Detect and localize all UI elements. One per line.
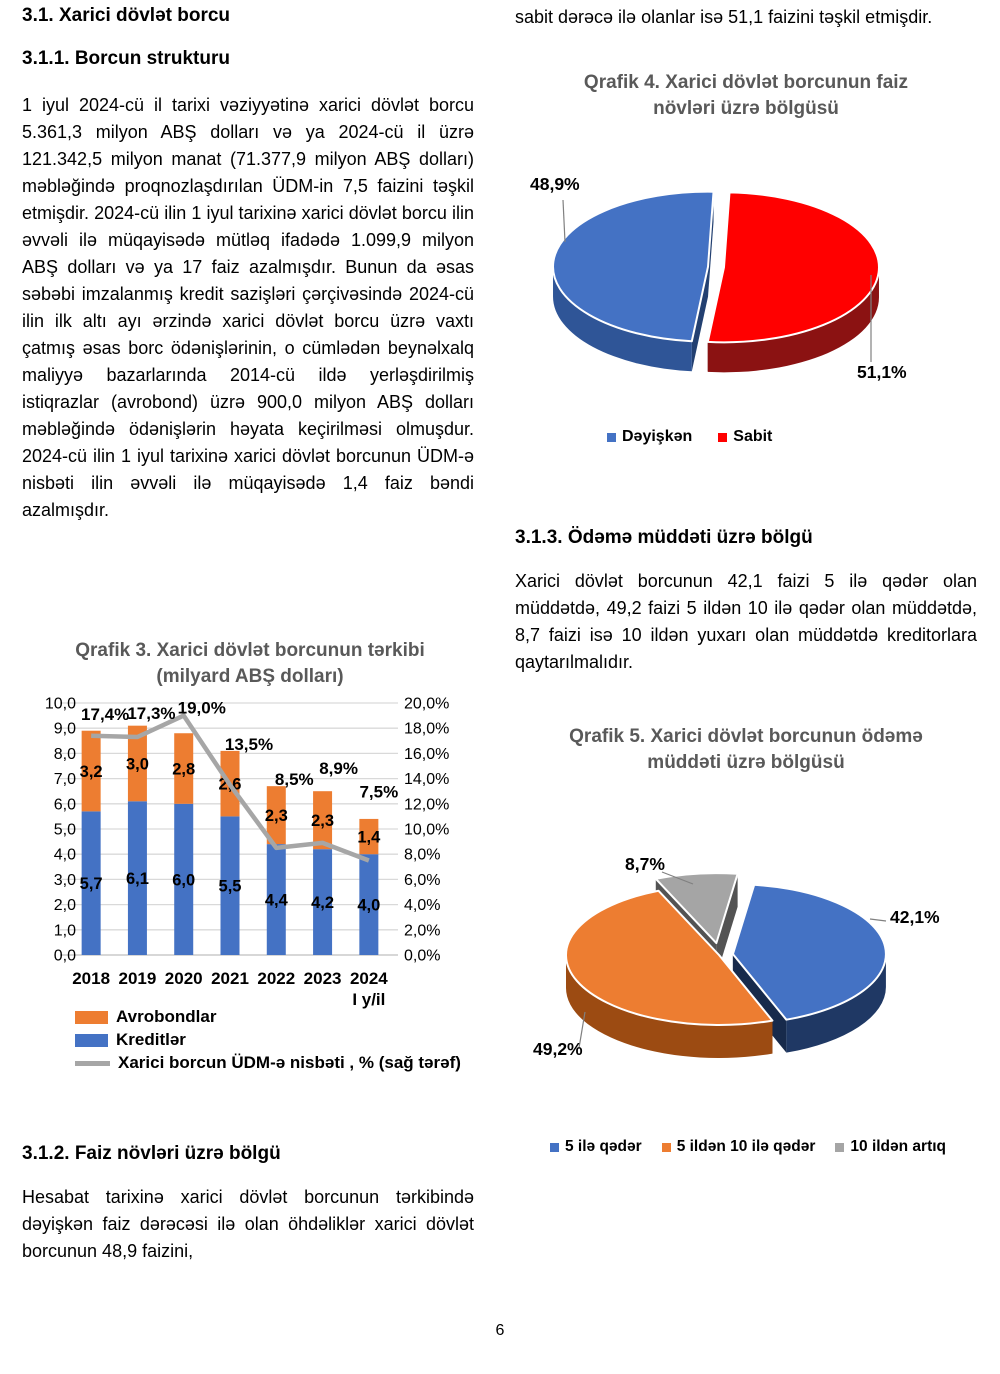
- para-interest-types: Hesabat tarixinə xarici dövlət borcunun tərkibində dəyişkən faiz dərəcəsi ilə olan öhdəliklər xarici dövlət borcunun 48,9 faizini,: [22, 1187, 474, 1261]
- svg-text:42,1%: 42,1%: [890, 907, 940, 927]
- heading-3-1: 3.1. Xarici dövlət borcu: [22, 5, 231, 26]
- svg-text:0,0: 0,0: [53, 947, 76, 965]
- svg-text:2019: 2019: [118, 969, 157, 989]
- svg-text:17,4%: 17,4%: [81, 705, 130, 725]
- qrafik4-title: Qrafik 4. Xarici dövlət borcunun faiz növləri üzrə bölgüsü: [583, 72, 909, 119]
- qrafik5-plot: [515, 800, 985, 1110]
- svg-text:2,3: 2,3: [264, 807, 288, 826]
- chart-qrafik3: [30, 638, 470, 1088]
- legend-swatch-icon: [75, 1011, 108, 1024]
- legend-swatch-icon: [607, 433, 616, 442]
- svg-text:1,4: 1,4: [357, 828, 381, 847]
- svg-text:6,0: 6,0: [172, 871, 196, 890]
- svg-text:8,9%: 8,9%: [319, 759, 358, 779]
- legend-item: [75, 1031, 461, 1049]
- legend-label: 5 ildən 10 ilə qədər: [676, 1138, 816, 1155]
- legend-swatch-icon: [718, 433, 727, 442]
- svg-text:16,0%: 16,0%: [404, 746, 450, 764]
- svg-text:3,0: 3,0: [53, 872, 76, 890]
- legend-label: Dəyişkən: [622, 428, 693, 445]
- legend-swatch-icon: [550, 1143, 559, 1152]
- para-maturity: Xarici dövlət borcunun 42,1 faizi 5 ilə qədər olan müddətdə, 49,2 faizi 5 ildən 10 ilə qədər olan müddətdə, 8,7 faizi isə 10 ildən yuxarı olan müddətdə kreditorlara qaytarılmalıdır.: [515, 571, 977, 672]
- svg-text:18,0%: 18,0%: [404, 720, 450, 738]
- svg-text:1,0: 1,0: [53, 922, 76, 940]
- svg-text:4,0: 4,0: [357, 896, 381, 915]
- svg-text:10,0%: 10,0%: [404, 821, 450, 839]
- svg-text:51,1%: 51,1%: [857, 362, 907, 382]
- svg-text:2023: 2023: [303, 969, 342, 989]
- heading-3-1-3: 3.1.3. Ödəmə müddəti üzrə bölgü: [515, 527, 813, 548]
- svg-text:2024: 2024: [349, 969, 388, 989]
- legend-label: 5 ilə qədər: [565, 1138, 642, 1155]
- legend-label: Sabit: [733, 428, 773, 445]
- svg-text:6,0%: 6,0%: [404, 872, 441, 890]
- svg-text:4,0%: 4,0%: [404, 897, 441, 915]
- svg-text:2018: 2018: [72, 969, 111, 989]
- legend-item: [662, 1138, 816, 1156]
- qrafik3-plot: [30, 695, 470, 1013]
- legend-label: Xarici borcun ÜDM-ə nisbəti , % (sağ tərəf): [118, 1053, 461, 1072]
- legend-item: [718, 428, 772, 446]
- svg-text:7,5%: 7,5%: [359, 782, 399, 802]
- svg-text:5,7: 5,7: [79, 875, 103, 894]
- svg-text:8,7%: 8,7%: [625, 854, 665, 874]
- svg-text:8,0: 8,0: [53, 746, 76, 764]
- svg-text:20,0%: 20,0%: [404, 695, 450, 713]
- svg-text:4,0: 4,0: [53, 846, 76, 864]
- svg-text:8,5%: 8,5%: [274, 770, 314, 790]
- svg-text:12,0%: 12,0%: [404, 796, 450, 814]
- legend-item: [75, 1054, 461, 1072]
- heading-3-1-1: 3.1.1. Borcun strukturu: [22, 48, 230, 69]
- svg-text:4,4: 4,4: [264, 891, 288, 910]
- svg-text:10,0: 10,0: [44, 695, 76, 713]
- svg-text:9,0: 9,0: [53, 720, 76, 738]
- legend-swatch-icon: [75, 1034, 108, 1047]
- svg-text:8,0%: 8,0%: [404, 846, 441, 864]
- para-debt-structure: 1 iyul 2024-cü il tarixi vəziyyətinə xarici dövlət borcu 5.361,3 milyon ABŞ dolları və ya 2024-cü il üzrə 121.342,5 milyon manat (71.377,9 milyon ABŞ dolları) məbləğində proqnozlaşdırılan ÜDM-in 7,5 faizini təşkil etmişdir. 2024-cü ilin 1 iyul tarixinə xarici dövlət borcu ilin əvvəli ilə müqayisədə mütləq ifadədə 1.099,9 milyon ABŞ dolları və ya 17 faiz azalmışdır. Bunun da əsas səbəbi imzalanmış kredit sazişləri çərçivəsində 2024-cü ilin ilk altı ayı ərzində xarici dövlət borcu üzrə vaxtı çatmış əsas borc ödənişlərinin, o cümlədən beynəlxalq maliyyə bazarlarında 2014-cü ildə yerləşdirilmiş istiqrazlar (avrobond) üzrə 900,0 milyon ABŞ dolları məbləğində ödənişlərin həyata keçirilməsi olmuşdur. 2024-cü ilin 1 iyul tarixinə xarici dövlət borcunun ÜDM-ə nisbəti ilin əvvəli ilə müqayisədə 1,4 faiz bəndi azalmışdır.: [22, 95, 474, 520]
- page-number: 6: [495, 1322, 505, 1339]
- svg-text:48,9%: 48,9%: [530, 174, 580, 194]
- legend-swatch-icon: [835, 1143, 844, 1152]
- svg-text:5,0: 5,0: [53, 821, 76, 839]
- svg-text:I y/il: I y/il: [352, 990, 386, 1010]
- svg-text:2,6: 2,6: [218, 775, 242, 794]
- svg-text:3,2: 3,2: [79, 763, 103, 782]
- svg-text:2022: 2022: [257, 969, 296, 989]
- svg-text:3,0: 3,0: [125, 755, 149, 774]
- svg-text:6,1: 6,1: [125, 870, 149, 889]
- svg-text:17,3%: 17,3%: [127, 704, 176, 724]
- qrafik5-legend: [550, 1138, 946, 1156]
- legend-item: [607, 428, 692, 446]
- legend-item: [550, 1138, 642, 1156]
- svg-text:14,0%: 14,0%: [404, 771, 450, 789]
- svg-text:4,2: 4,2: [311, 894, 335, 913]
- svg-text:2,3: 2,3: [311, 812, 335, 831]
- svg-text:7,0: 7,0: [53, 771, 76, 789]
- svg-text:2020: 2020: [164, 969, 203, 989]
- svg-text:2021: 2021: [211, 969, 249, 989]
- svg-text:13,5%: 13,5%: [224, 735, 274, 755]
- qrafik3-legend: [75, 1008, 461, 1072]
- legend-label: 10 ildən artıq: [850, 1138, 947, 1155]
- svg-text:6,0: 6,0: [53, 796, 76, 814]
- qrafik4-legend: [607, 428, 772, 446]
- legend-item: [835, 1138, 946, 1156]
- svg-text:0,0%: 0,0%: [404, 947, 441, 965]
- legend-line-icon: [75, 1061, 110, 1066]
- svg-text:2,8: 2,8: [172, 760, 196, 779]
- para-fixed-rate: sabit dərəcə ilə olanlar isə 51,1 faizini təşkil etmişdir.: [515, 7, 933, 27]
- svg-text:49,2%: 49,2%: [533, 1039, 583, 1059]
- legend-label: Avrobondlar: [116, 1007, 217, 1026]
- svg-text:19,0%: 19,0%: [177, 698, 226, 718]
- qrafik4-plot: [515, 150, 985, 430]
- legend-item: [75, 1008, 461, 1026]
- legend-swatch-icon: [662, 1143, 671, 1152]
- svg-text:2,0%: 2,0%: [404, 922, 441, 940]
- heading-3-1-2: 3.1.2. Faiz növləri üzrə bölgü: [22, 1143, 281, 1164]
- legend-label: Kreditlər: [116, 1030, 186, 1049]
- svg-text:5,5: 5,5: [218, 877, 242, 896]
- svg-text:2,0: 2,0: [53, 897, 76, 915]
- qrafik3-title: Qrafik 3. Xarici dövlət borcunun tərkibi (milyard ABŞ dolları): [75, 640, 425, 687]
- qrafik5-title: Qrafik 5. Xarici dövlət borcunun ödəmə müddəti üzrə bölgüsü: [569, 726, 923, 773]
